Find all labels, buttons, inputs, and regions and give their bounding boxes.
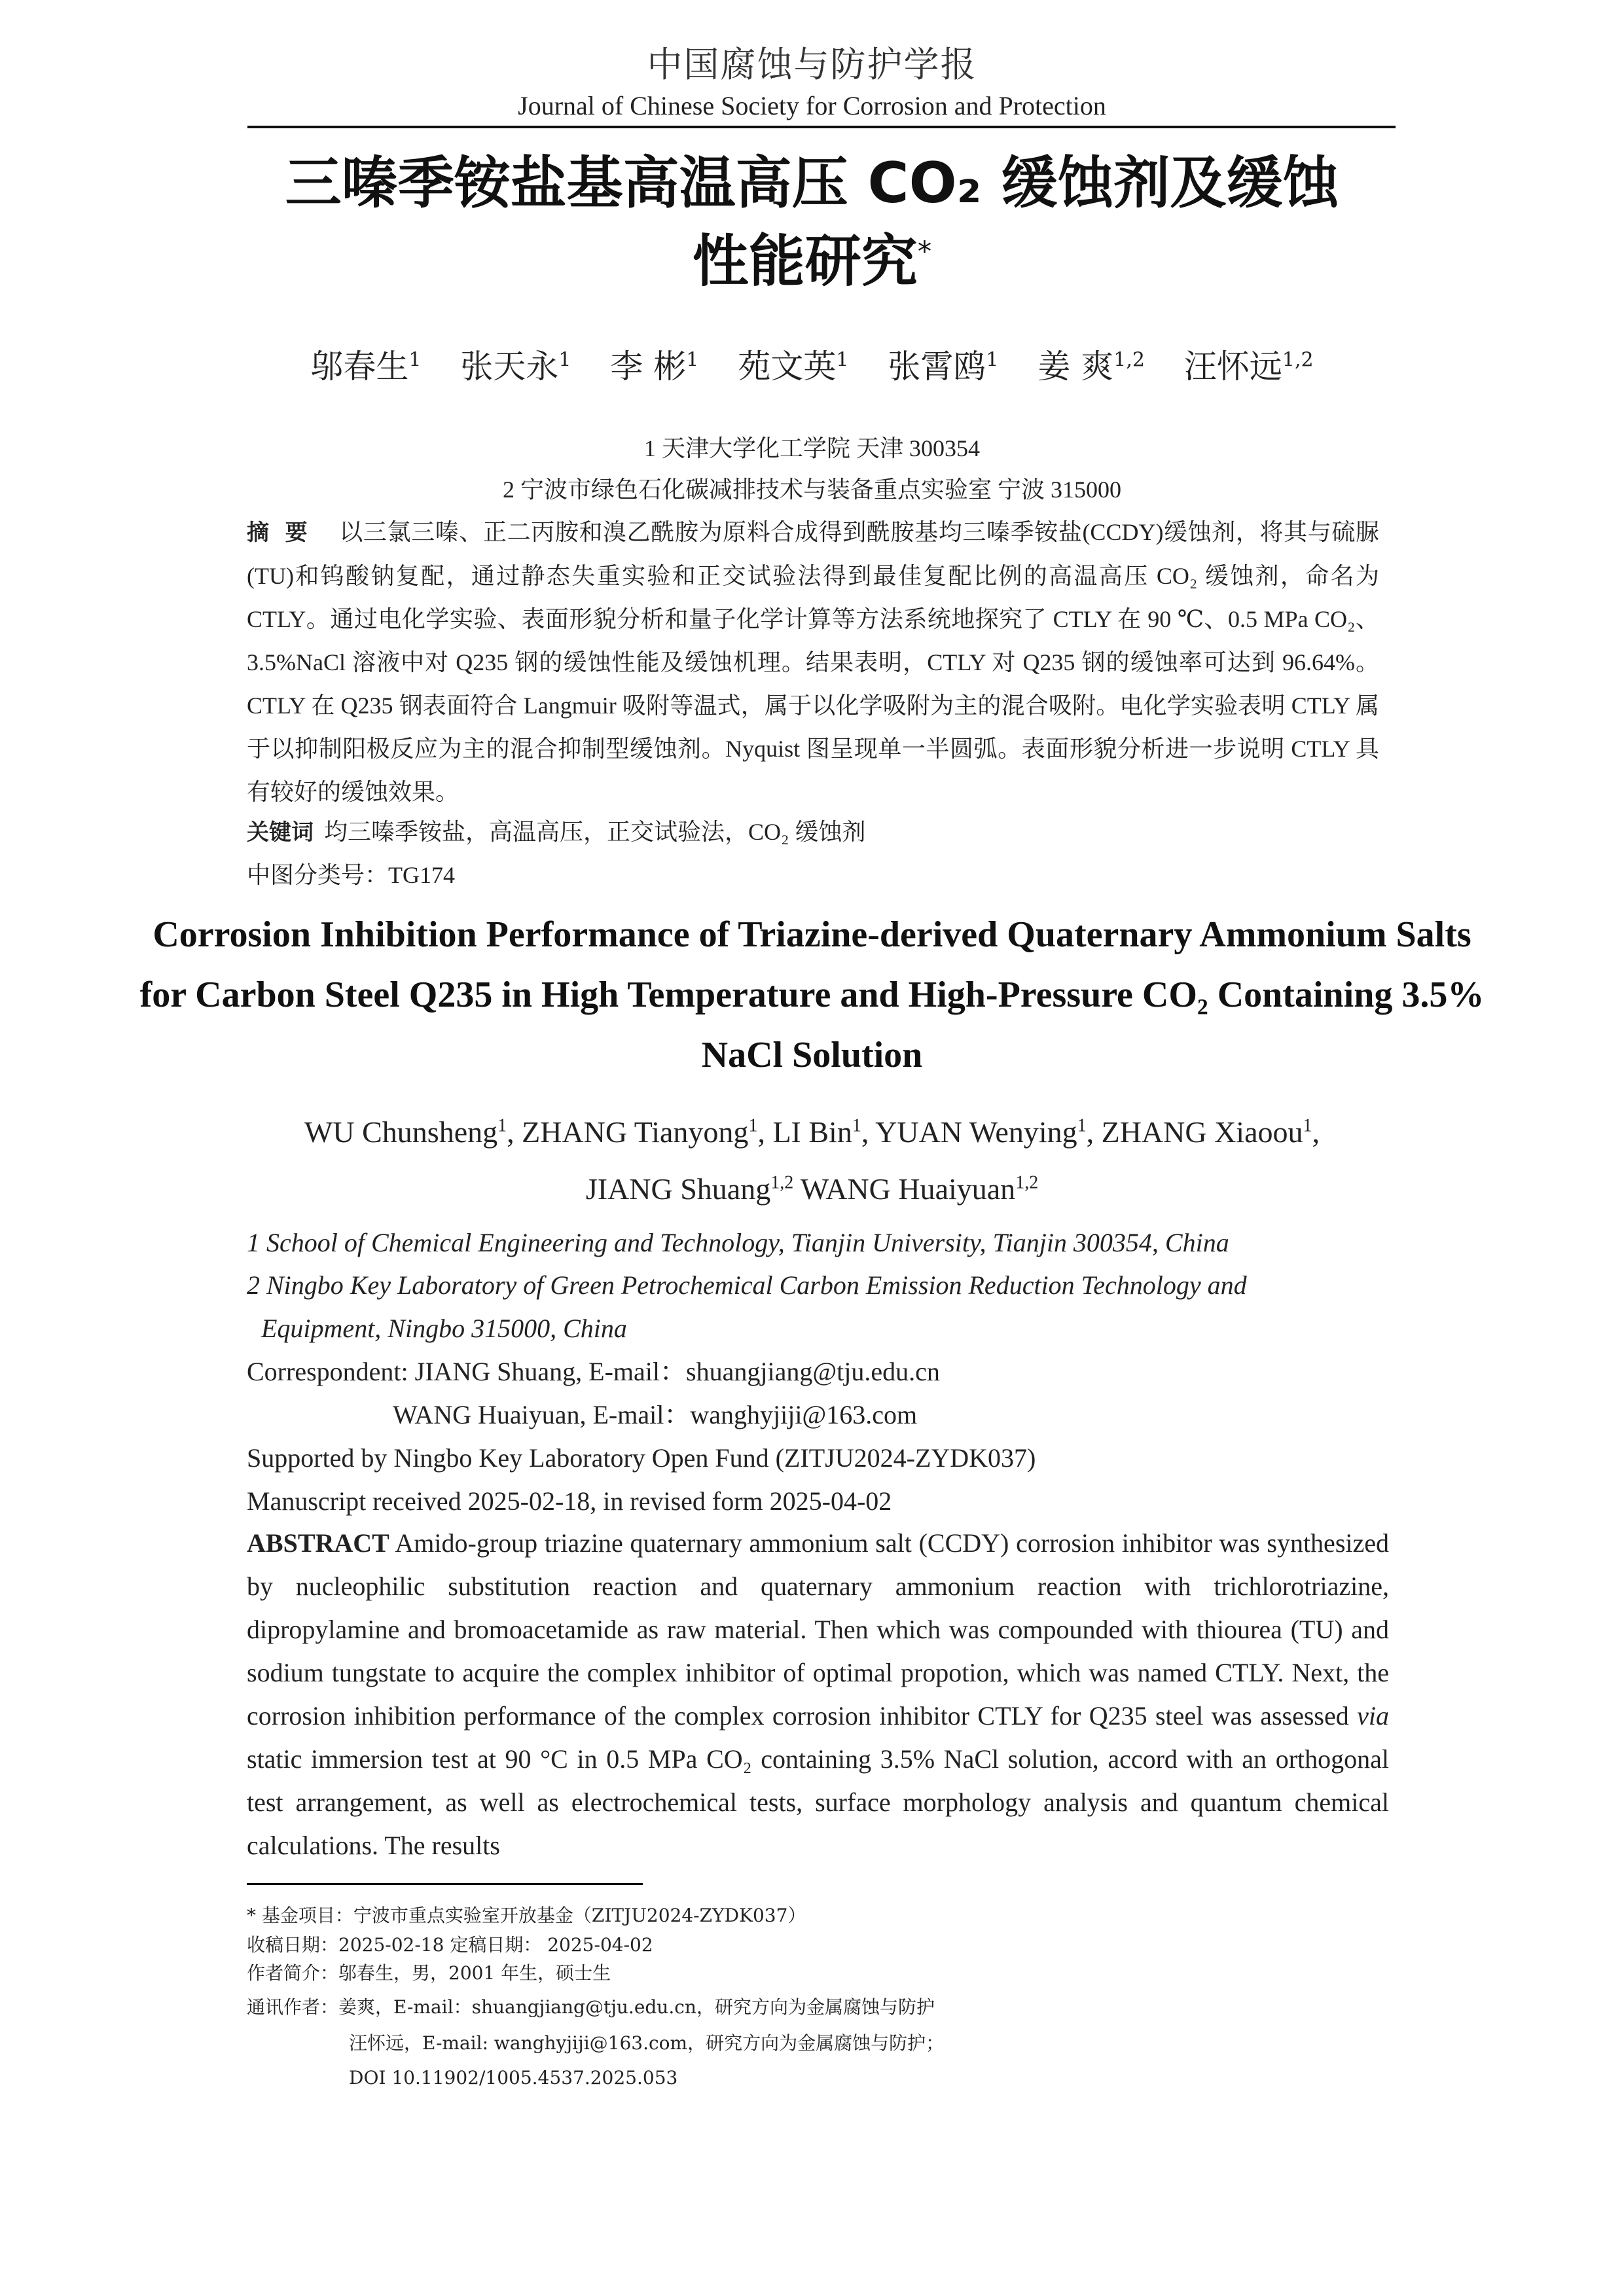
keywords-cn-text: 均三嗪季铵盐，高温高压，正交试验法，CO₂ 缓蚀剂 — [324, 819, 866, 845]
keywords-cn — [247, 810, 1379, 854]
abstract-cn-label: 摘要 — [247, 520, 324, 546]
author-en: JIANG Shuang$^{1,2}$ — [585, 1172, 794, 1206]
footnote-correspondent-2: 汪怀远，E-mail: wanghyjiji@163.com，研究方向为金属腐蚀与防护； — [349, 2032, 945, 2054]
footnote-author-bio: 作者简介：邬春生，男，2001 年生，硕士生 — [247, 1962, 611, 1984]
author-cn: 张霄鸥$^1$ — [888, 348, 999, 386]
clc-number: 中图分类号：TG174 — [247, 862, 455, 888]
author-en: LI Bin$^1$, — [772, 1115, 876, 1149]
funding-statement: Supported by Ningbo Key Laboratory Open Fund (ZITJU2024-ZYDK037) — [247, 1443, 1036, 1473]
author-en: ZHANG Tianyong$^1$, — [522, 1115, 773, 1149]
affiliation-cn-2: 2 宁波市绿色石化碳减排技术与装备重点实验室 宁波 315000 — [502, 476, 1121, 503]
abstract-cn-text: 以三氯三嗪、正二丙胺和溴乙酰胺为原料合成得到酰胺基均三嗪季铵盐(CCDY)缓蚀剂，将其与硫脲(TU)和钨酸钠复配，通过静态失重实验和正交试验法得到最佳复配比例的高温高压 CO₂ 缓蚀剂，命名为 CTLY。通过电化学实验、表面形貌分析和量子化学计算等方法系统地探究了 CTLY 在 90 ℃、0.5 MPa CO₂、3.5%NaCl 溶液中对 Q235 钢的缓蚀性能及缓蚀机理。结果表明，CTLY 对 Q235 钢的缓蚀率可达到 96.64%。CTLY 在 Q235 钢表面符合 Langmuir 吸附等温式，属于以化学吸附为主的混合吸附。电化学实验表明 CTLY 属于以抑制阳极反应为主的混合抑制型缓蚀剂。Nyquist 图呈现单一半圆弧。表面形貌分析进一步说明 CTLY 具有较好的缓蚀效果。 — [247, 519, 1380, 805]
affiliation-cn-1: 1 天津大学化工学院 天津 300354 — [643, 435, 980, 461]
author-cn: 李 彬$^1$ — [610, 348, 699, 386]
abstract-en-label: ABSTRACT — [247, 1528, 389, 1558]
abstract-cn — [247, 511, 1379, 814]
header-rule — [247, 126, 1396, 128]
author-cn: 苑文英$^1$ — [738, 348, 849, 386]
affiliation-en-1: 1 School of Chemical Engineering and Technology, Tianjin University, Tianjin 300354, China — [247, 1228, 1229, 1257]
author-en: WANG Huaiyuan$^{1,2}$ — [800, 1172, 1039, 1206]
authors-cn — [0, 340, 1624, 387]
title-cn-line2 — [131, 216, 1493, 298]
footnote-fund: * 基金项目：宁波市重点实验室开放基金（ZITJU2024-ZYDK037） — [247, 1905, 806, 1926]
title-en: Corrosion Inhibition Performance of Triazine-derived Quaternary Ammonium Salts for Carbon Steel Q235 in High Temperature and High-Pressure CO₂ Containing 3.5% NaCl Solution — [139, 914, 1485, 1075]
footnote-correspondent-1: 通讯作者：姜爽，E-mail：shuangjiang@tju.edu.cn，研究方向为金属腐蚀与防护 — [247, 1996, 935, 2018]
affiliation-en-2: 2 Ningbo Key Laboratory of Green Petrochemical Carbon Emission Reduction Technology and Equipment, Ningbo 315000, China — [247, 1270, 1247, 1343]
author-cn: 邬春生$^1$ — [310, 348, 422, 386]
title-footnote-mark: * — [917, 236, 932, 268]
keywords-cn-label: 关键词 — [247, 819, 314, 846]
author-cn: 张天永$^1$ — [460, 348, 571, 386]
author-en: ZHANG Xiaoou$^1$, — [1101, 1115, 1320, 1149]
author-en: WU Chunsheng$^1$, — [304, 1115, 522, 1149]
title-cn-line1: 三嗪季铵盐基高温高压 CO₂ 缓蚀剂及缓蚀 — [285, 151, 1339, 216]
title-cn-line2-text: 性能研究 — [692, 228, 918, 295]
correspondent-2: WANG Huaiyuan, E-mail：wanghyjiji@163.com — [393, 1400, 918, 1429]
author-cn: 姜 爽$^{1,2}$ — [1038, 348, 1145, 386]
journal-name-cn: 中国腐蚀与防护学报 — [647, 45, 977, 84]
author-cn: 汪怀远$^{1,2}$ — [1183, 348, 1314, 386]
footnote-dates: 收稿日期：2025-02-18 定稿日期： 2025-04-02 — [247, 1934, 653, 1956]
authors-en-line1 — [0, 1115, 1624, 1149]
correspondent-1: Correspondent: JIANG Shuang, E-mail：shuangjiang@tju.edu.cn — [247, 1357, 940, 1386]
footnote-doi: DOI 10.11902/1005.4537.2025.053 — [349, 2067, 678, 2089]
author-en: YUAN Wenying$^1$, — [875, 1115, 1102, 1149]
journal-name-en: Journal of Chinese Society for Corrosion and Protection — [518, 91, 1106, 120]
footnote-rule — [247, 1883, 643, 1885]
manuscript-dates: Manuscript received 2025-02-18, in revised form 2025-04-02 — [247, 1486, 892, 1516]
abstract-en: ABSTRACT Amido-group triazine quaternary ammonium salt (CCDY) corrosion inhibitor was synthesized by nucleophilic substitution reaction and quaternary ammonium reaction with trichlorotriazine, dipropylamine and bromoacetamide as raw material. Then which was compounded with thiourea (TU) and sodium tungstate to acquire the complex inhibitor of optimal propotion, which was named CTLY. Next, the corrosion inhibition performance of the complex corrosion inhibitor CTLY for Q235 steel was assessed via static immersion test at 90 °C in 0.5 MPa CO₂ containing 3.5% NaCl solution, accord with an orthogonal test arrangement, as well as electrochemical tests, surface morphology analysis and quantum chemical calculations. The results — [247, 1528, 1389, 1860]
authors-en-line2 — [0, 1172, 1624, 1206]
